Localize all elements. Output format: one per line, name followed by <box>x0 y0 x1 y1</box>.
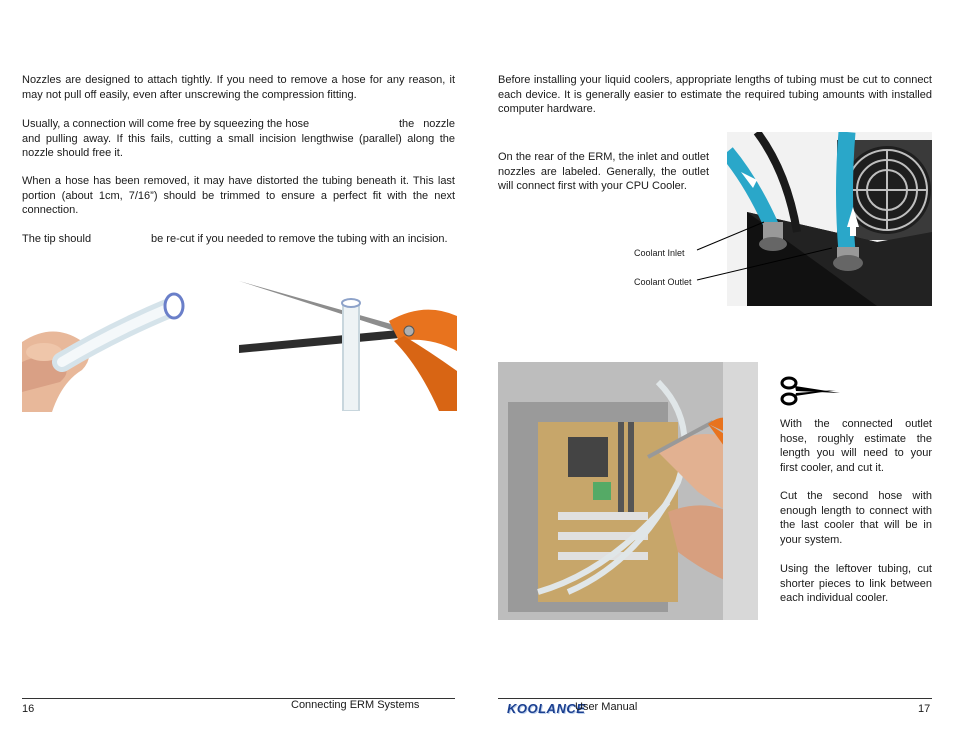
right-footer-rule <box>498 698 932 699</box>
footer-title-right: User Manual <box>575 701 638 713</box>
photo-pc-case-cutting <box>498 362 758 620</box>
tip-text-start: The tip should <box>22 233 92 245</box>
callout-lines <box>692 190 842 290</box>
step-leftover-tubing: Using the leftover tubing, cut shorter pieces to link between each individual cooler. <box>780 563 932 604</box>
photo-scissors-cutting-tube <box>239 281 457 411</box>
paragraph-nozzles: Nozzles are designed to attach tightly. If you need to remove a hose for any reason, it may not pull off easily, even after unscrewing the compression fitting. <box>22 74 455 101</box>
label-coolant-inlet: Coolant Inlet <box>634 248 685 258</box>
paragraph-tip-continued: be re-cut if you needed to remove the tubing with an incision. <box>151 233 448 245</box>
paragraph-distorted: When a hose has been removed, it may have distorted the tubing beneath it. This last portion (about 1cm, 7/16”) should be trimmed to ensure a perfect fit with the next connection. <box>22 175 455 216</box>
page-number-right: 17 <box>918 703 931 715</box>
photo-hand-holding-tube <box>22 282 218 412</box>
right-page <box>477 0 954 738</box>
paragraph-squeeze-continued: the nozzle and pulling away. If this fails, cutting a small incision lengthwise (parallel) along the nozzle should free it. <box>22 118 455 159</box>
step-second-hose: Cut the second hose with enough length to connect with the last cooler that will be in your system. <box>780 490 932 546</box>
paragraph-intro: Before installing your liquid coolers, appropriate lengths of tubing must be cut to connect each device. It is generally easier to estimate the required tubing amounts with installed computer hardware. <box>498 74 932 115</box>
page-number-left: 16 <box>22 703 35 715</box>
paragraph-erm: On the rear of the ERM, the inlet and outlet nozzles are labeled. Generally, the outlet will connect first with your CPU Cooler. <box>498 151 709 192</box>
step-estimate-length: With the connected outlet hose, roughly estimate the length you will need to your first cooler, and cut it. <box>780 418 932 474</box>
scissors-icon <box>780 376 842 406</box>
label-coolant-outlet: Coolant Outlet <box>634 277 692 287</box>
squeeze-text-start: Usually, a connection will come free by squeezing the hose <box>22 118 310 130</box>
footer-title-left: Connecting ERM Systems <box>291 699 420 711</box>
koolance-logo: KOOLANCE <box>507 701 586 716</box>
